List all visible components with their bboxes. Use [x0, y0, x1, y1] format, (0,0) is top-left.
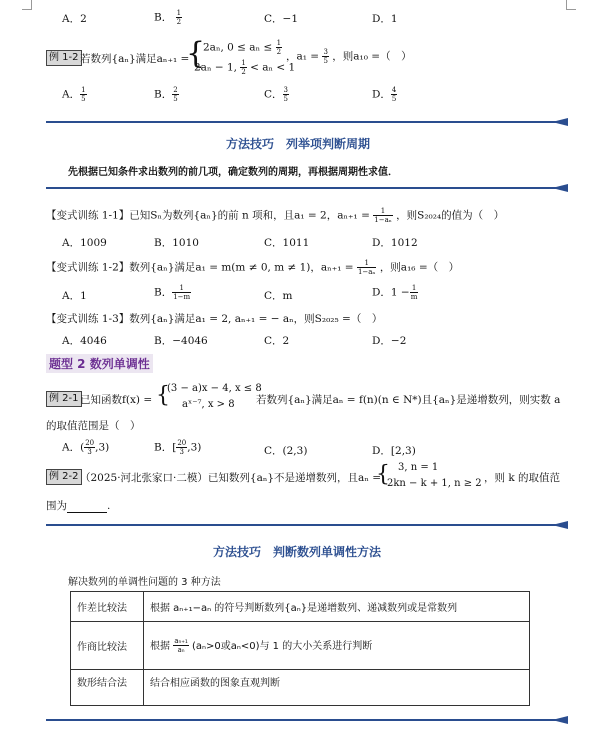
brace-glyph: {: [186, 36, 206, 71]
option-b: [154, 9, 182, 26]
case-2: aˣ⁻⁷, x > 8: [182, 399, 235, 410]
example-tag: 例 2-1: [46, 391, 82, 407]
option-a: A．( $\frac{20}{3}$ ,3): [62, 439, 110, 456]
option-b-fraction: $\frac{1}{2}$: [176, 9, 182, 26]
method-intro: 解决数列的单调性问题的 3 种方法: [68, 577, 221, 588]
method-desc: 根据 aₙ₊₁−aₙ 的符号判断数列{aₙ}是递增数列、递减数列或是常数列: [144, 592, 530, 622]
corner-mark-top-right: [566, 0, 576, 10]
option-a: A． $\frac{1}{5}$: [62, 86, 86, 103]
example-lead: 若数列{aₙ}满足aₙ₊₁ =: [80, 53, 190, 65]
brace-glyph: {: [156, 383, 170, 408]
question-text: 【变式训练 1-1】已知Sₙ为数列{aₙ}的前 n 项和，且a₁ = 2，aₙ₊₁ = $\frac{1}{\text{1−aₙ}}$ ，则S₂₀₂₄的值为（ ）: [46, 207, 505, 224]
option-d: D．[2,3): [372, 445, 416, 457]
option-d: D．1: [372, 13, 398, 25]
question-type-heading: 题型 2 数列单调性: [46, 354, 153, 373]
table-row: [71, 622, 530, 670]
example-text: （2025·河北张家口·二模）已知数列{aₙ}不是递增数列，且aₙ =: [80, 472, 381, 484]
example-lead: 已知函数f(x) =: [80, 394, 153, 406]
option-b-label: B．: [154, 11, 173, 24]
method-desc: 结合相应函数的图象直观判断: [144, 670, 530, 706]
example-line-2: 的取值范围是（ ）: [46, 420, 141, 432]
table-row: [71, 670, 530, 706]
method-description: 先根据已知条件求出数列的前几项，确定数列的周期，再根据周期性求值．: [68, 167, 398, 178]
method-name: 作商比较法: [71, 622, 144, 670]
option-a: A．4046: [62, 335, 107, 347]
method-title: 方法技巧 列举项判断周期: [226, 137, 371, 151]
option-b: B．−4046: [154, 335, 208, 347]
option-c: C．−1: [264, 13, 299, 25]
option-b: B． $\frac{1}{1-m}$: [154, 284, 191, 301]
initial-condition: ，a₁ = $\frac{3}{5}$ ，则a₁₀ =（ ）: [286, 48, 412, 65]
option-c: C．(2,3): [264, 445, 308, 457]
case-2: 2aₙ − 1, $\frac{1}{2}$ < aₙ < 1: [194, 59, 296, 76]
answer-blank[interactable]: [67, 502, 107, 513]
section-divider: [46, 121, 556, 123]
method-title: 方法技巧 判断数列单调性方法: [213, 545, 382, 559]
question-text: 【变式训练 1-3】数列{aₙ}满足a₁ = 2, aₙ₊₁ = − aₙ，则S₂₀₂₅ =（ ）: [46, 313, 383, 325]
brace-glyph: {: [376, 462, 390, 487]
option-d: D． $\frac{4}{5}$: [372, 86, 397, 103]
example-tail: 若数列{aₙ}满足aₙ = f(n)(n ∈ N*)且{aₙ}是递增数列，则实数 a: [256, 394, 561, 406]
divider-arrow: [552, 521, 568, 529]
case-2: 2kn − k + 1, n ≥ 2: [387, 478, 482, 489]
example-tag: 例 1-2: [46, 50, 82, 66]
example-tag: 例 2-2: [46, 469, 82, 485]
option-d: D．−2: [372, 335, 407, 347]
option-a: A．2: [62, 13, 87, 25]
method-desc: 根据 $\frac{\text{aₙ₊₁}}{\text{aₙ}}$ (aₙ>0或aₙ<0)与 1 的大小关系进行判断: [144, 622, 530, 670]
option-b: B． $\frac{2}{5}$: [154, 86, 178, 103]
divider-arrow: [552, 118, 568, 126]
option-d: D．1012: [372, 237, 418, 249]
example-line-2: 围为 .: [46, 500, 111, 512]
case-1: (3 − a)x − 4, x ≤ 8: [167, 383, 262, 394]
method-name: 数形结合法: [71, 670, 144, 706]
section-divider: [46, 187, 556, 189]
option-c: C．m: [264, 290, 293, 302]
option-c: C．1011: [264, 237, 310, 249]
option-d: D．1 − $\frac{1}{m}$: [372, 284, 418, 301]
option-c: C．2: [264, 335, 290, 347]
corner-mark-top-left: [22, 0, 32, 10]
divider-arrow: [552, 716, 568, 724]
case-1: 3, n = 1: [398, 462, 439, 473]
section-divider: [46, 524, 556, 526]
example-tail: ，则 k 的取值范: [484, 472, 561, 484]
table-row: [71, 592, 530, 622]
option-b: B．1010: [154, 237, 199, 249]
divider-arrow: [552, 184, 568, 192]
option-a: A．1: [62, 290, 87, 302]
methods-table: [70, 591, 530, 706]
option-c: C． $\frac{3}{5}$: [264, 86, 289, 103]
method-name: 作差比较法: [71, 592, 144, 622]
question-text: 【变式训练 1-2】数列{aₙ}满足a₁ = m(m ≠ 0, m ≠ 1)，aₙ₊₁ = $\frac{1}{\text{1−aₙ}}$ ，则a₁₆ =（ ）: [46, 259, 460, 276]
option-b: B．[ $\frac{20}{3}$ ,3): [154, 439, 202, 456]
section-divider: [46, 719, 556, 721]
case-1: 2aₙ, 0 ≤ aₙ ≤ $\frac{1}{2}$: [203, 39, 282, 56]
option-a: A．1009: [62, 237, 107, 249]
